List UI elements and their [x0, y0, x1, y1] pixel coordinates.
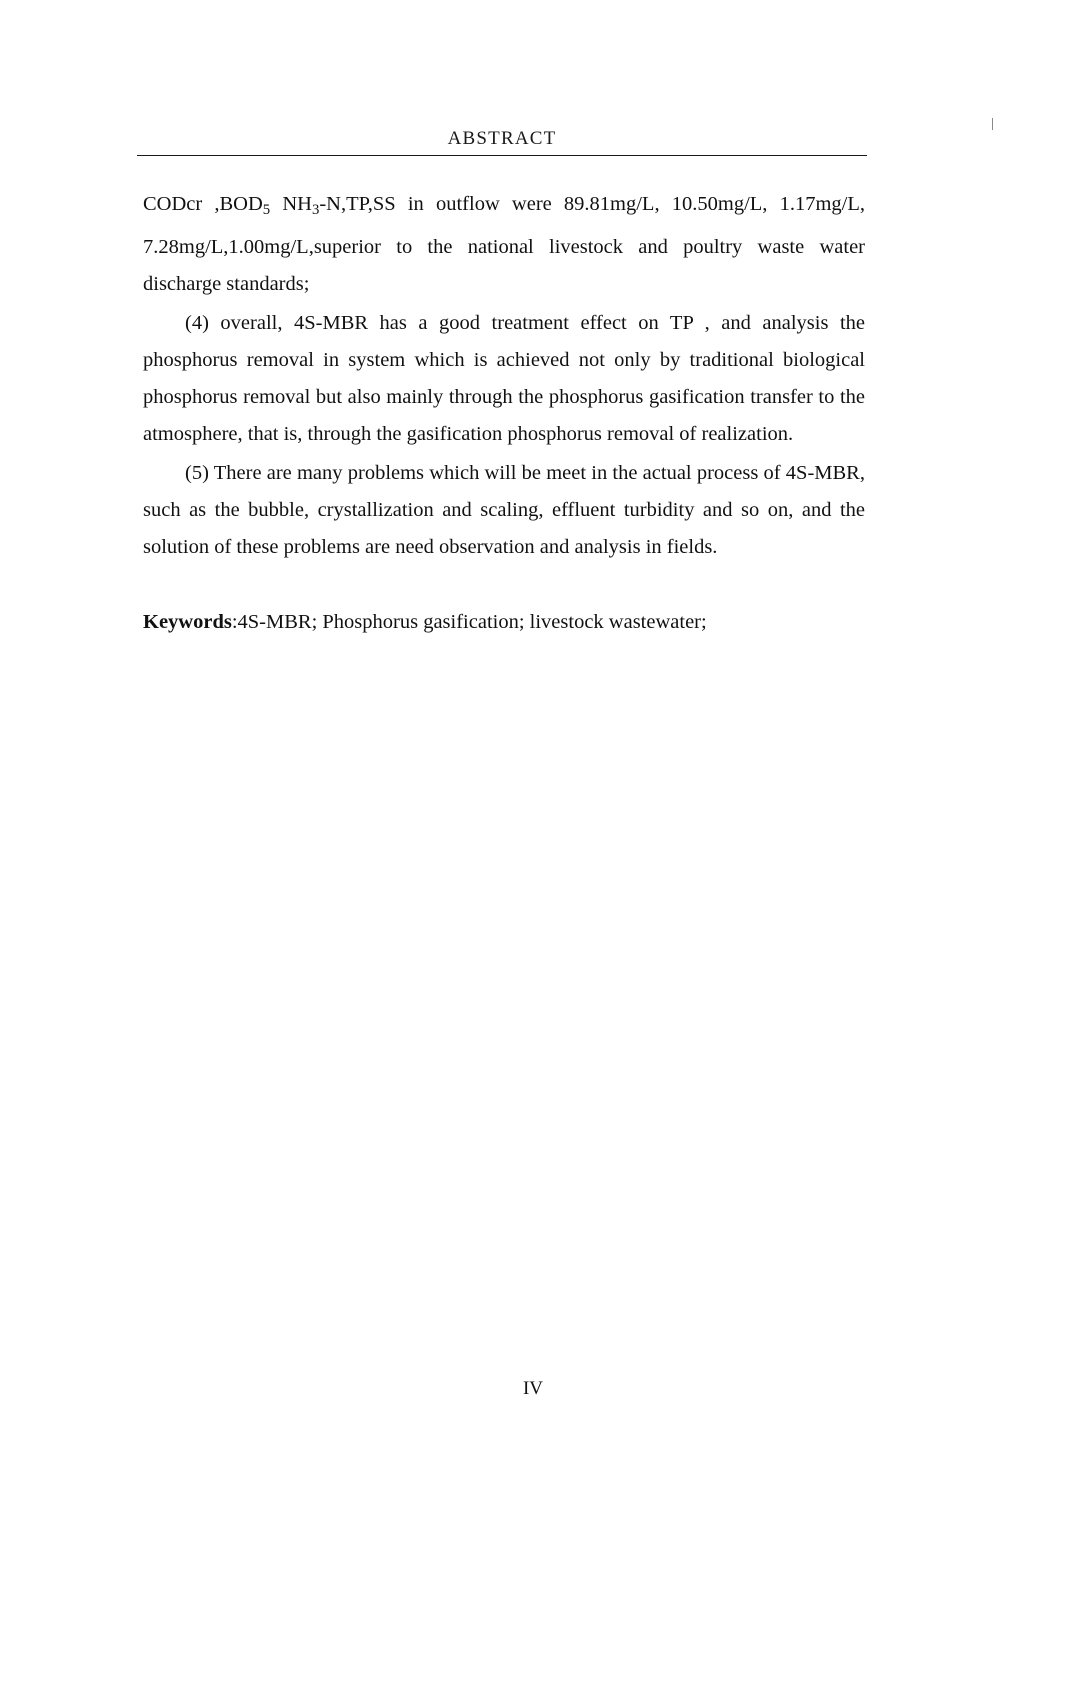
document-body — [143, 186, 865, 566]
keywords-label: Keywords — [143, 611, 232, 633]
subscript: 3 — [311, 202, 320, 219]
paragraph-point-4: (4) overall, 4S-MBR has a good treatment effect on TP , and analysis the phosphorus removal in system which is achieved not only by traditional biological phosphorus removal but also mainly through the phosphorus gasification transfer to the atmosphere, that is, through the gasification phosphorus removal of realization. — [143, 312, 865, 446]
keywords-separator: : — [231, 611, 238, 633]
keywords-value: 4S-MBR; Phosphorus gasification; livestock wastewater; — [237, 611, 707, 633]
page-corner-tick — [992, 118, 993, 130]
page-number: IV — [522, 1378, 544, 1399]
subscript: 5 — [262, 202, 271, 219]
page-header — [137, 128, 867, 156]
header-divider — [137, 155, 867, 156]
page-header-title: ABSTRACT — [447, 128, 557, 149]
paragraph-results-summary: CODcr $,BOD_5$ $NH_3-N,TP,SS$ in outflow were 89.81mg/L, 10.50mg/L, 1.17mg/L, 7.28mg/L,1.00mg/L,superior to the national livestock and poultry waste water discharge standards; — [143, 193, 866, 296]
paragraph-point-5: (5) There are many problems which will be meet in the actual process of 4S-MBR, such as the bubble, crystallization and scaling, effluent turbidity and so on, and the solution of these problems are need observation and analysis in fields. — [143, 462, 865, 559]
keywords-line — [143, 604, 865, 641]
